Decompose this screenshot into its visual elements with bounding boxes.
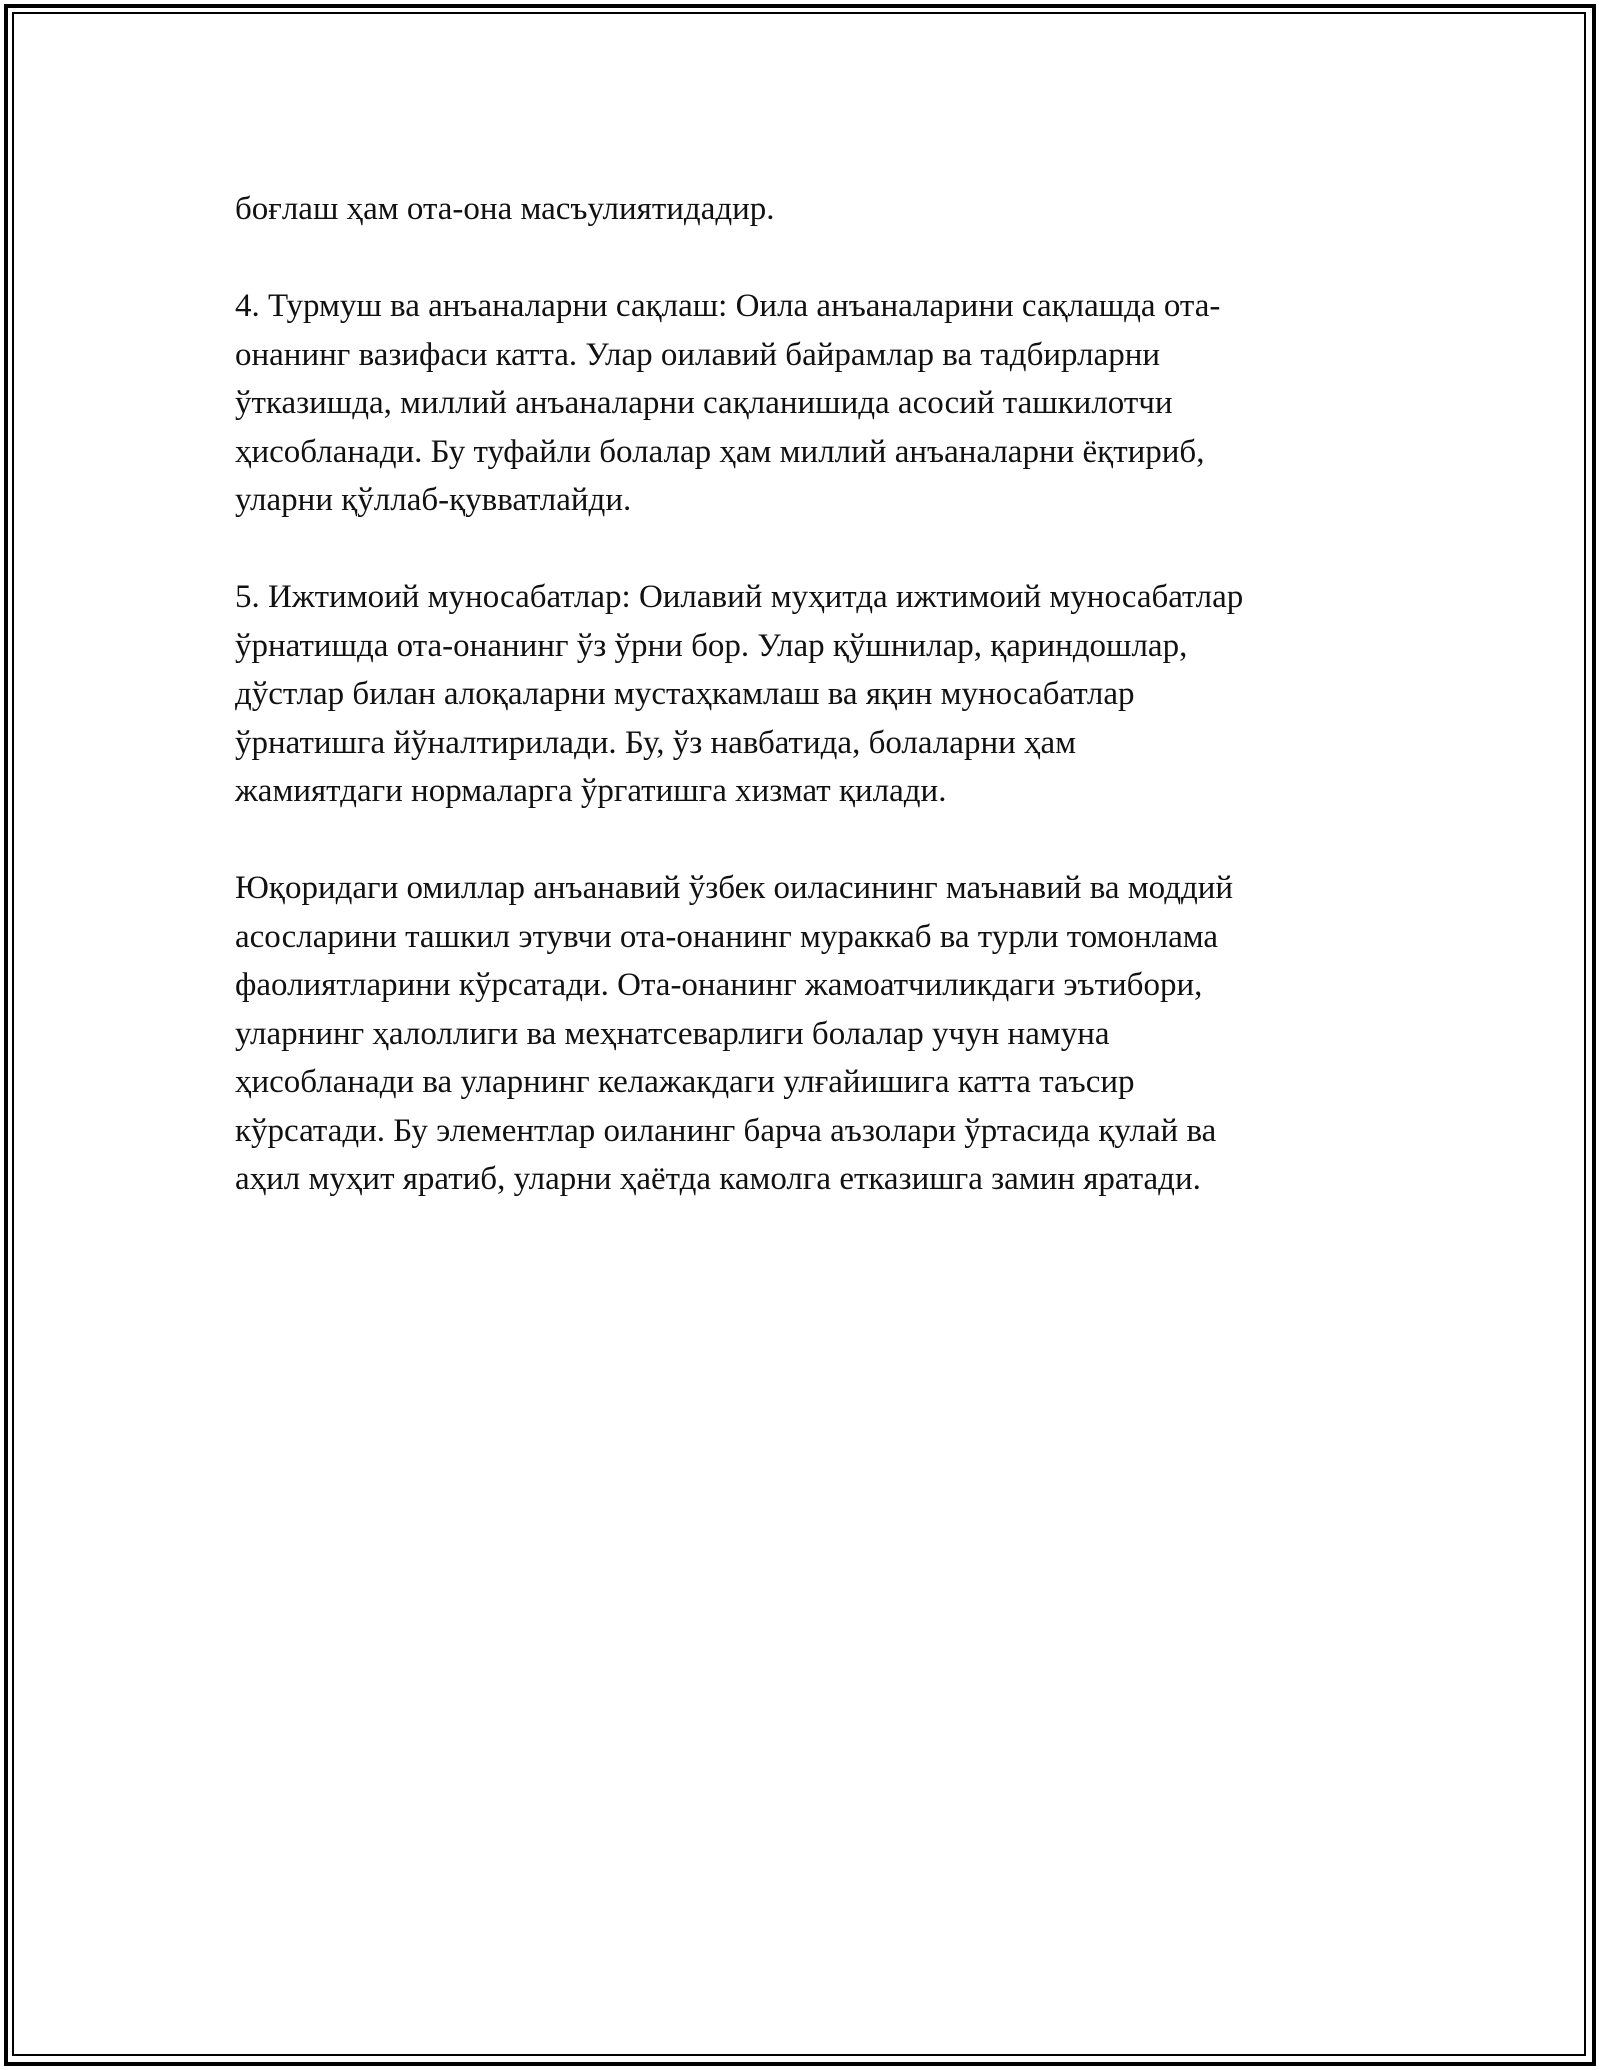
text-line: жамиятдаги нормаларга ўргатишга хизмат қилади. bbox=[235, 773, 947, 809]
text-line: уларнинг ҳалоллиги ва меҳнатсеварлиги болалар учун намуна bbox=[235, 1015, 1110, 1052]
text-line: дўстлар билан алоқаларни мустаҳкамлаш ва яқин муносабатлар bbox=[235, 676, 1135, 712]
paragraph-social-relations bbox=[235, 573, 1375, 816]
text-line: ҳисобланади ва уларнинг келажакдаги улғайишига катта таъсир bbox=[235, 1064, 1135, 1100]
document-body bbox=[235, 185, 1375, 1252]
text-line: ҳисобланади. Бу туфайли болалар ҳам миллий анъаналарни ёқтириб, bbox=[235, 433, 1205, 470]
text-line: уларни қўллаб-қувватлайди. bbox=[235, 482, 632, 518]
text-line: асосларини ташкил этувчи ота-онанинг мураккаб ва турли томонлама bbox=[235, 918, 1219, 955]
text-line: онанинг вазифаси катта. Улар оилавий байрамлар ва тадбирларни bbox=[235, 336, 1161, 373]
text-line: 5. Ижтимоий муносабатлар: Оилавий муҳитда ижтимоий муносабатлар bbox=[235, 579, 1244, 615]
paragraph-continuation bbox=[235, 185, 1375, 234]
text-line: ўрнатишга йўналтирилади. Бу, ўз навбатида, болаларни ҳам bbox=[235, 724, 1077, 761]
text-line: кўрсатади. Бу элементлар оиланинг барча аъзолари ўртасида қулай ва bbox=[235, 1112, 1217, 1149]
text-line: 4. Турмуш ва анъаналарни сақлаш: Оила анъаналарини сақлашда ота- bbox=[235, 288, 1221, 324]
text-line: Юқоридаги омиллар анъанавий ўзбек оиласининг маънавий ва моддий bbox=[235, 870, 1234, 906]
text-line: аҳил муҳит яратиб, уларни ҳаётда камолга етказишга замин яратади. bbox=[235, 1161, 1201, 1197]
text-line: боғлаш ҳам ота-она масъулиятидадир. bbox=[235, 191, 775, 227]
paragraph-traditions bbox=[235, 282, 1375, 525]
text-line: ўтказишда, миллий анъаналарни сақланишида асосий ташкилотчи bbox=[235, 385, 1173, 421]
paragraph-conclusion bbox=[235, 864, 1375, 1204]
text-line: фаолиятларини кўрсатади. Ота-онанинг жамоатчиликдаги эътибори, bbox=[235, 967, 1203, 1003]
text-line: ўрнатишда ота-онанинг ўз ўрни бор. Улар қўшнилар, қариндошлар, bbox=[235, 627, 1188, 664]
